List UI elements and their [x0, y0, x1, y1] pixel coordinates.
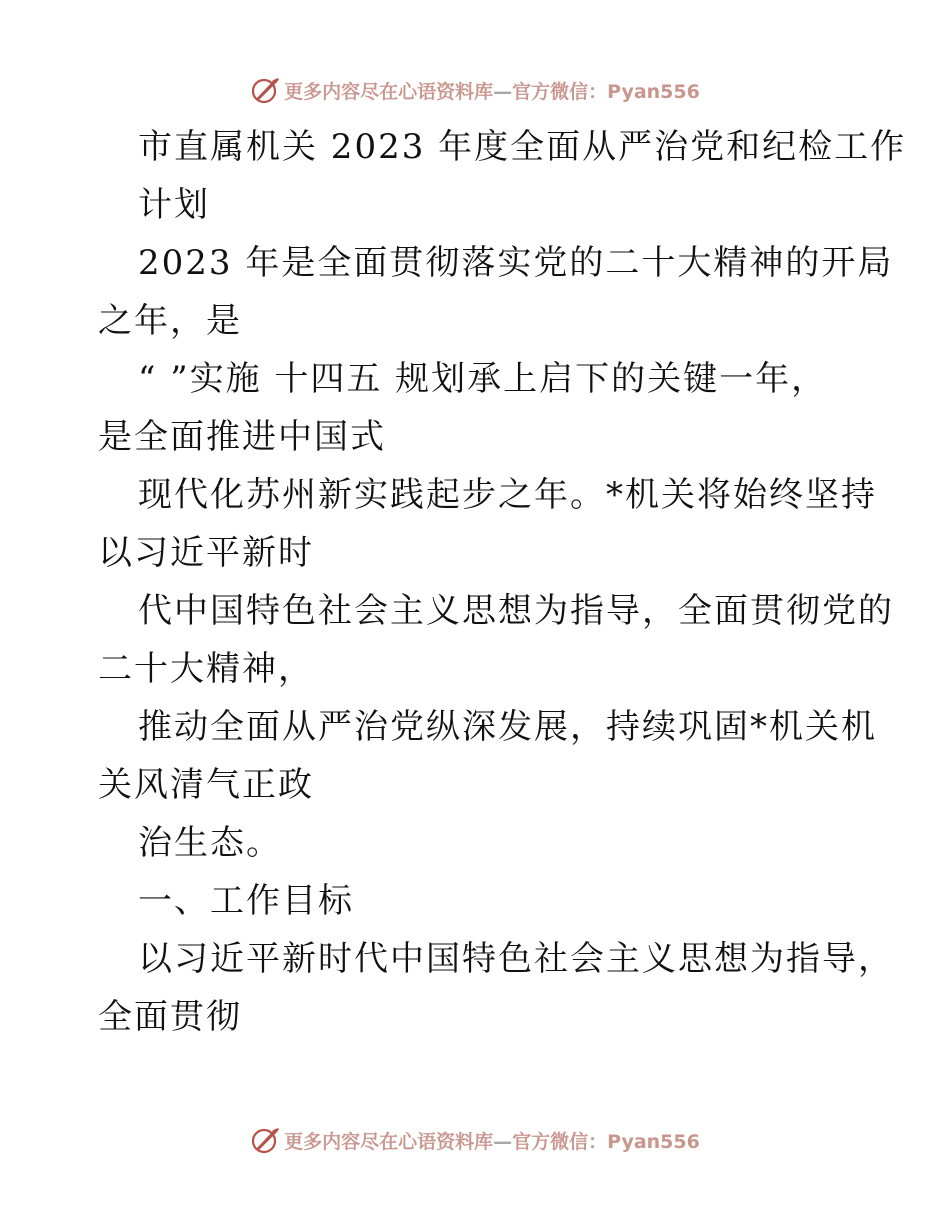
doc-line: 2023 年是全面贯彻落实党的二十大精神的开局 [138, 243, 894, 283]
doc-line: 代中国特色社会主义思想为指导，全面贯彻党的 [138, 591, 894, 631]
doc-line: 计划 [138, 185, 210, 225]
doc-line: 以习近平新时 [98, 533, 314, 573]
banner-site-text: 更多内容尽在心语资料库 [284, 80, 494, 103]
doc-line: 市直属机关 2023 年度全面从严治党和纪检工作 [138, 127, 907, 167]
banner-text [284, 77, 700, 104]
banner-dash: — [493, 1130, 513, 1153]
banner-text [284, 1127, 700, 1154]
doc-line: 是全面推进中国式 [98, 417, 386, 457]
banner-contact-text: 官方微信：Pyan556 [512, 1130, 700, 1153]
quill-logo-icon [250, 75, 280, 105]
banner-contact-text: 官方微信：Pyan556 [512, 80, 700, 103]
doc-line: 关风清气正政 [98, 765, 314, 805]
quill-logo-icon [250, 1125, 280, 1155]
doc-line: 现代化苏州新实践起步之年。*机关将始终坚持 [138, 475, 877, 515]
section-heading: 一、工作目标 [138, 881, 354, 921]
doc-line: 之年，是 [98, 301, 242, 341]
banner-site-text: 更多内容尽在心语资料库 [284, 1130, 494, 1153]
doc-line: 治生态。 [138, 823, 282, 863]
document-body [98, 118, 907, 1046]
doc-line: 以习近平新时代中国特色社会主义思想为指导， [138, 939, 894, 979]
doc-line: “ ”实施 十四五 规划承上启下的关键一年， [138, 359, 828, 399]
banner-dash: — [493, 80, 513, 103]
doc-line: 二十大精神， [98, 649, 314, 689]
header-banner [0, 70, 950, 110]
footer-banner [0, 1120, 950, 1160]
doc-line: 全面贯彻 [98, 997, 242, 1037]
doc-line: 推动全面从严治党纵深发展，持续巩固*机关机 [138, 707, 877, 747]
